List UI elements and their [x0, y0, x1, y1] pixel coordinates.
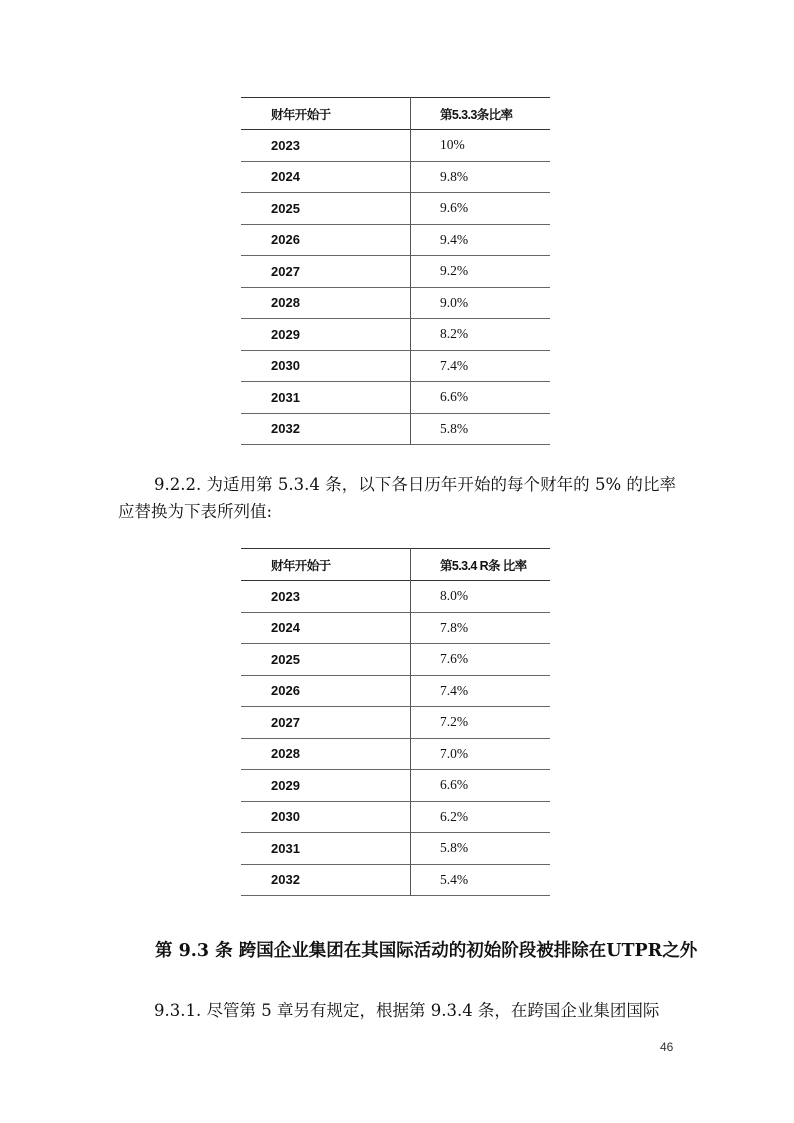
- year-cell: 2025: [271, 200, 300, 216]
- year-cell: 2031: [271, 840, 300, 856]
- table-row: [241, 612, 550, 644]
- table-row: [241, 256, 550, 288]
- table-row: [241, 707, 550, 739]
- table-row: [241, 161, 550, 193]
- rate-cell: 7.0%: [411, 738, 551, 770]
- column-header-rate: 第5.3.3条比率: [411, 98, 551, 130]
- year-cell: 2024: [271, 169, 300, 185]
- rate-cell: 9.8%: [411, 161, 551, 193]
- section-heading-9-3: 第 9.3 条 跨国企业集团在其国际活动的初始阶段被排除在UTPR之外: [155, 941, 698, 961]
- rate-cell: 6.6%: [411, 770, 551, 802]
- table-row: [241, 224, 550, 256]
- table-row: [241, 864, 550, 896]
- rate-cell: 9.0%: [411, 287, 551, 319]
- rate-cell: 7.2%: [411, 707, 551, 739]
- rate-cell: 5.4%: [411, 864, 551, 896]
- page-number: 46: [660, 1040, 674, 1054]
- table-row: [241, 644, 550, 676]
- rate-cell: 5.8%: [411, 413, 551, 445]
- table-row: [241, 413, 550, 445]
- rate-cell: 7.4%: [411, 350, 551, 382]
- year-cell: 2031: [271, 389, 300, 405]
- year-cell: 2028: [271, 295, 300, 311]
- table-header-row: [241, 549, 550, 581]
- rate-cell: 9.6%: [411, 193, 551, 225]
- year-cell: 2027: [271, 714, 300, 730]
- rate-cell: 7.6%: [411, 644, 551, 676]
- year-cell: 2026: [271, 232, 300, 248]
- year-cell: 2032: [271, 421, 300, 437]
- table-row: [241, 770, 550, 802]
- table-row: [241, 350, 550, 382]
- rate-cell: 9.2%: [411, 256, 551, 288]
- column-header-fiscal-year: 财年开始于: [271, 558, 331, 573]
- table-row: [241, 319, 550, 351]
- rate-cell: 7.8%: [411, 612, 551, 644]
- table-row: [241, 581, 550, 613]
- column-header-fiscal-year: 财年开始于: [271, 107, 331, 122]
- year-cell: 2023: [271, 588, 300, 604]
- table-row: [241, 287, 550, 319]
- year-cell: 2030: [271, 358, 300, 374]
- year-cell: 2028: [271, 746, 300, 762]
- table-row: [241, 738, 550, 770]
- year-cell: 2029: [271, 326, 300, 342]
- table-row: [241, 675, 550, 707]
- rate-cell: 6.6%: [411, 382, 551, 414]
- year-cell: 2030: [271, 809, 300, 825]
- rate-table-5-3-3: [241, 97, 550, 445]
- table-row: [241, 193, 550, 225]
- paragraph-9-2-2: 9.2.2. 为适用第 5.3.4 条，以下各日历年开始的每个财年的 5% 的比率应替换为下表所列值:: [118, 475, 676, 521]
- year-cell: 2027: [271, 263, 300, 279]
- year-cell: 2026: [271, 683, 300, 699]
- rate-cell: 10%: [411, 130, 551, 162]
- rate-cell: 5.8%: [411, 833, 551, 865]
- table-row: [241, 382, 550, 414]
- year-cell: 2023: [271, 137, 300, 153]
- table-row: [241, 801, 550, 833]
- table-row: [241, 130, 550, 162]
- table-header-row: [241, 98, 550, 130]
- rate-cell: 8.2%: [411, 319, 551, 351]
- year-cell: 2032: [271, 872, 300, 888]
- rate-cell: 6.2%: [411, 801, 551, 833]
- paragraph-9-3-1: 9.3.1. 尽管第 5 章另有规定，根据第 9.3.4 条，在跨国企业集团国际: [154, 1001, 660, 1020]
- column-header-rate: 第5.3.4 R条 比率: [411, 549, 551, 581]
- rate-table-5-3-4: [241, 548, 550, 896]
- rate-cell: 8.0%: [411, 581, 551, 613]
- year-cell: 2024: [271, 620, 300, 636]
- rate-cell: 7.4%: [411, 675, 551, 707]
- year-cell: 2025: [271, 651, 300, 667]
- year-cell: 2029: [271, 777, 300, 793]
- rate-cell: 9.4%: [411, 224, 551, 256]
- table-row: [241, 833, 550, 865]
